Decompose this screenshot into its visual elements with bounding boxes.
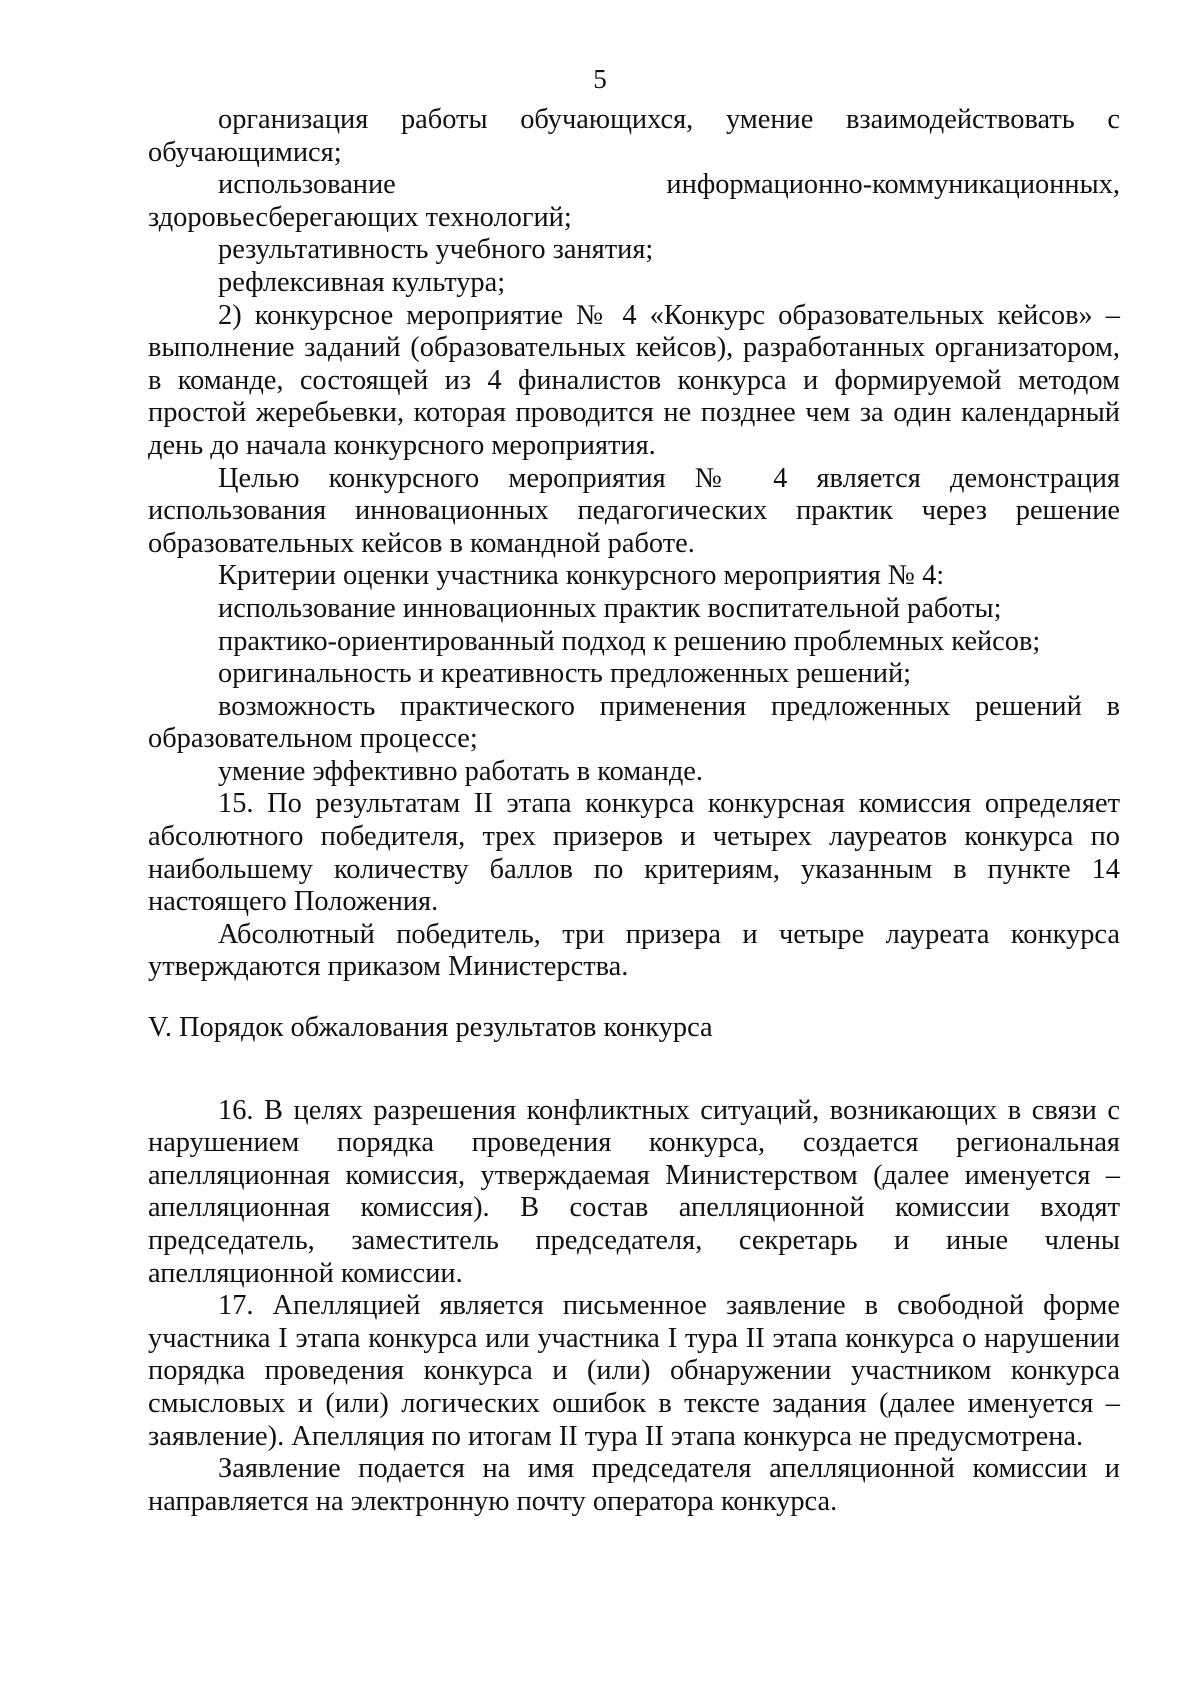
- document-body: [148, 104, 1120, 1518]
- paragraph: Абсолютный победитель, три призера и четыре лауреата конкурса утверждаются приказом Министерства.: [148, 918, 1120, 983]
- paragraph: использование информационно-коммуникационных, здоровьесберегающих технологий;: [148, 169, 1120, 233]
- paragraph: Целью конкурсного мероприятия № 4 является демонстрация использования инновационных педагогических практик через решение образовательных кейсов в командной работе.: [148, 462, 1120, 559]
- paragraph: 2) конкурсное мероприятие № 4 «Конкурс образовательных кейсов» – выполнение заданий (образовательных кейсов), разработанных организатором, в команде, состоящей из 4 финалистов конкурса и формируемой методом простой жеребьевки, которая проводится не позднее чем за один календарный день до начала конкурсного мероприятия.: [148, 299, 1120, 461]
- paragraph: 17. Апелляцией является письменное заявление в свободной форме участника I этапа конкурса или участника I тура II этапа конкурса о нарушении порядка проведения конкурса и (или) обнаружении участником конкурса смысловых и (или) логических ошибок в тексте задания (далее именуется – заявление). Апелляция по итогам II тура II этапа конкурса не предусмотрена.: [148, 1290, 1120, 1452]
- paragraph: оригинальность и креативность предложенных решений;: [218, 658, 912, 690]
- paragraph: рефлексивная культура;: [218, 266, 506, 298]
- paragraph: практико-ориентированный подход к решению проблемных кейсов;: [218, 625, 1041, 657]
- page-number: 5: [593, 64, 607, 94]
- paragraph: результативность учебного занятия;: [218, 234, 654, 266]
- paragraph: умение эффективно работать в команде.: [218, 755, 703, 787]
- paragraph: организация работы обучающихся, умение взаимодействовать с обучающимися;: [148, 104, 1120, 168]
- paragraph: возможность практического применения предложенных решений в образовательном процессе;: [148, 690, 1120, 755]
- paragraph: 15. По результатам II этапа конкурса конкурсная комиссия определяет абсолютного победителя, трех призеров и четырех лауреатов конкурса по наибольшему количеству баллов по критериям, указанным в пункте 14 настоящего Положения.: [148, 788, 1120, 918]
- paragraph: Критерии оценки участника конкурсного мероприятия № 4:: [218, 560, 945, 592]
- paragraph: 16. В целях разрешения конфликтных ситуаций, возникающих в связи с нарушением порядка проведения конкурса, создается региональная апелляционная комиссия, утверждаемая Министерством (далее именуется – апелляционная комиссия). В состав апелляционной комиссии входят председатель, заместитель председателя, секретарь и иные члены апелляционной комиссии.: [148, 1094, 1120, 1289]
- paragraph: использование инновационных практик воспитательной работы;: [218, 592, 1002, 624]
- section-heading: V. Порядок обжалования результатов конкурса: [148, 1012, 713, 1044]
- paragraph: Заявление подается на имя председателя апелляционной комиссии и направляется на электронную почту оператора конкурса.: [148, 1453, 1120, 1517]
